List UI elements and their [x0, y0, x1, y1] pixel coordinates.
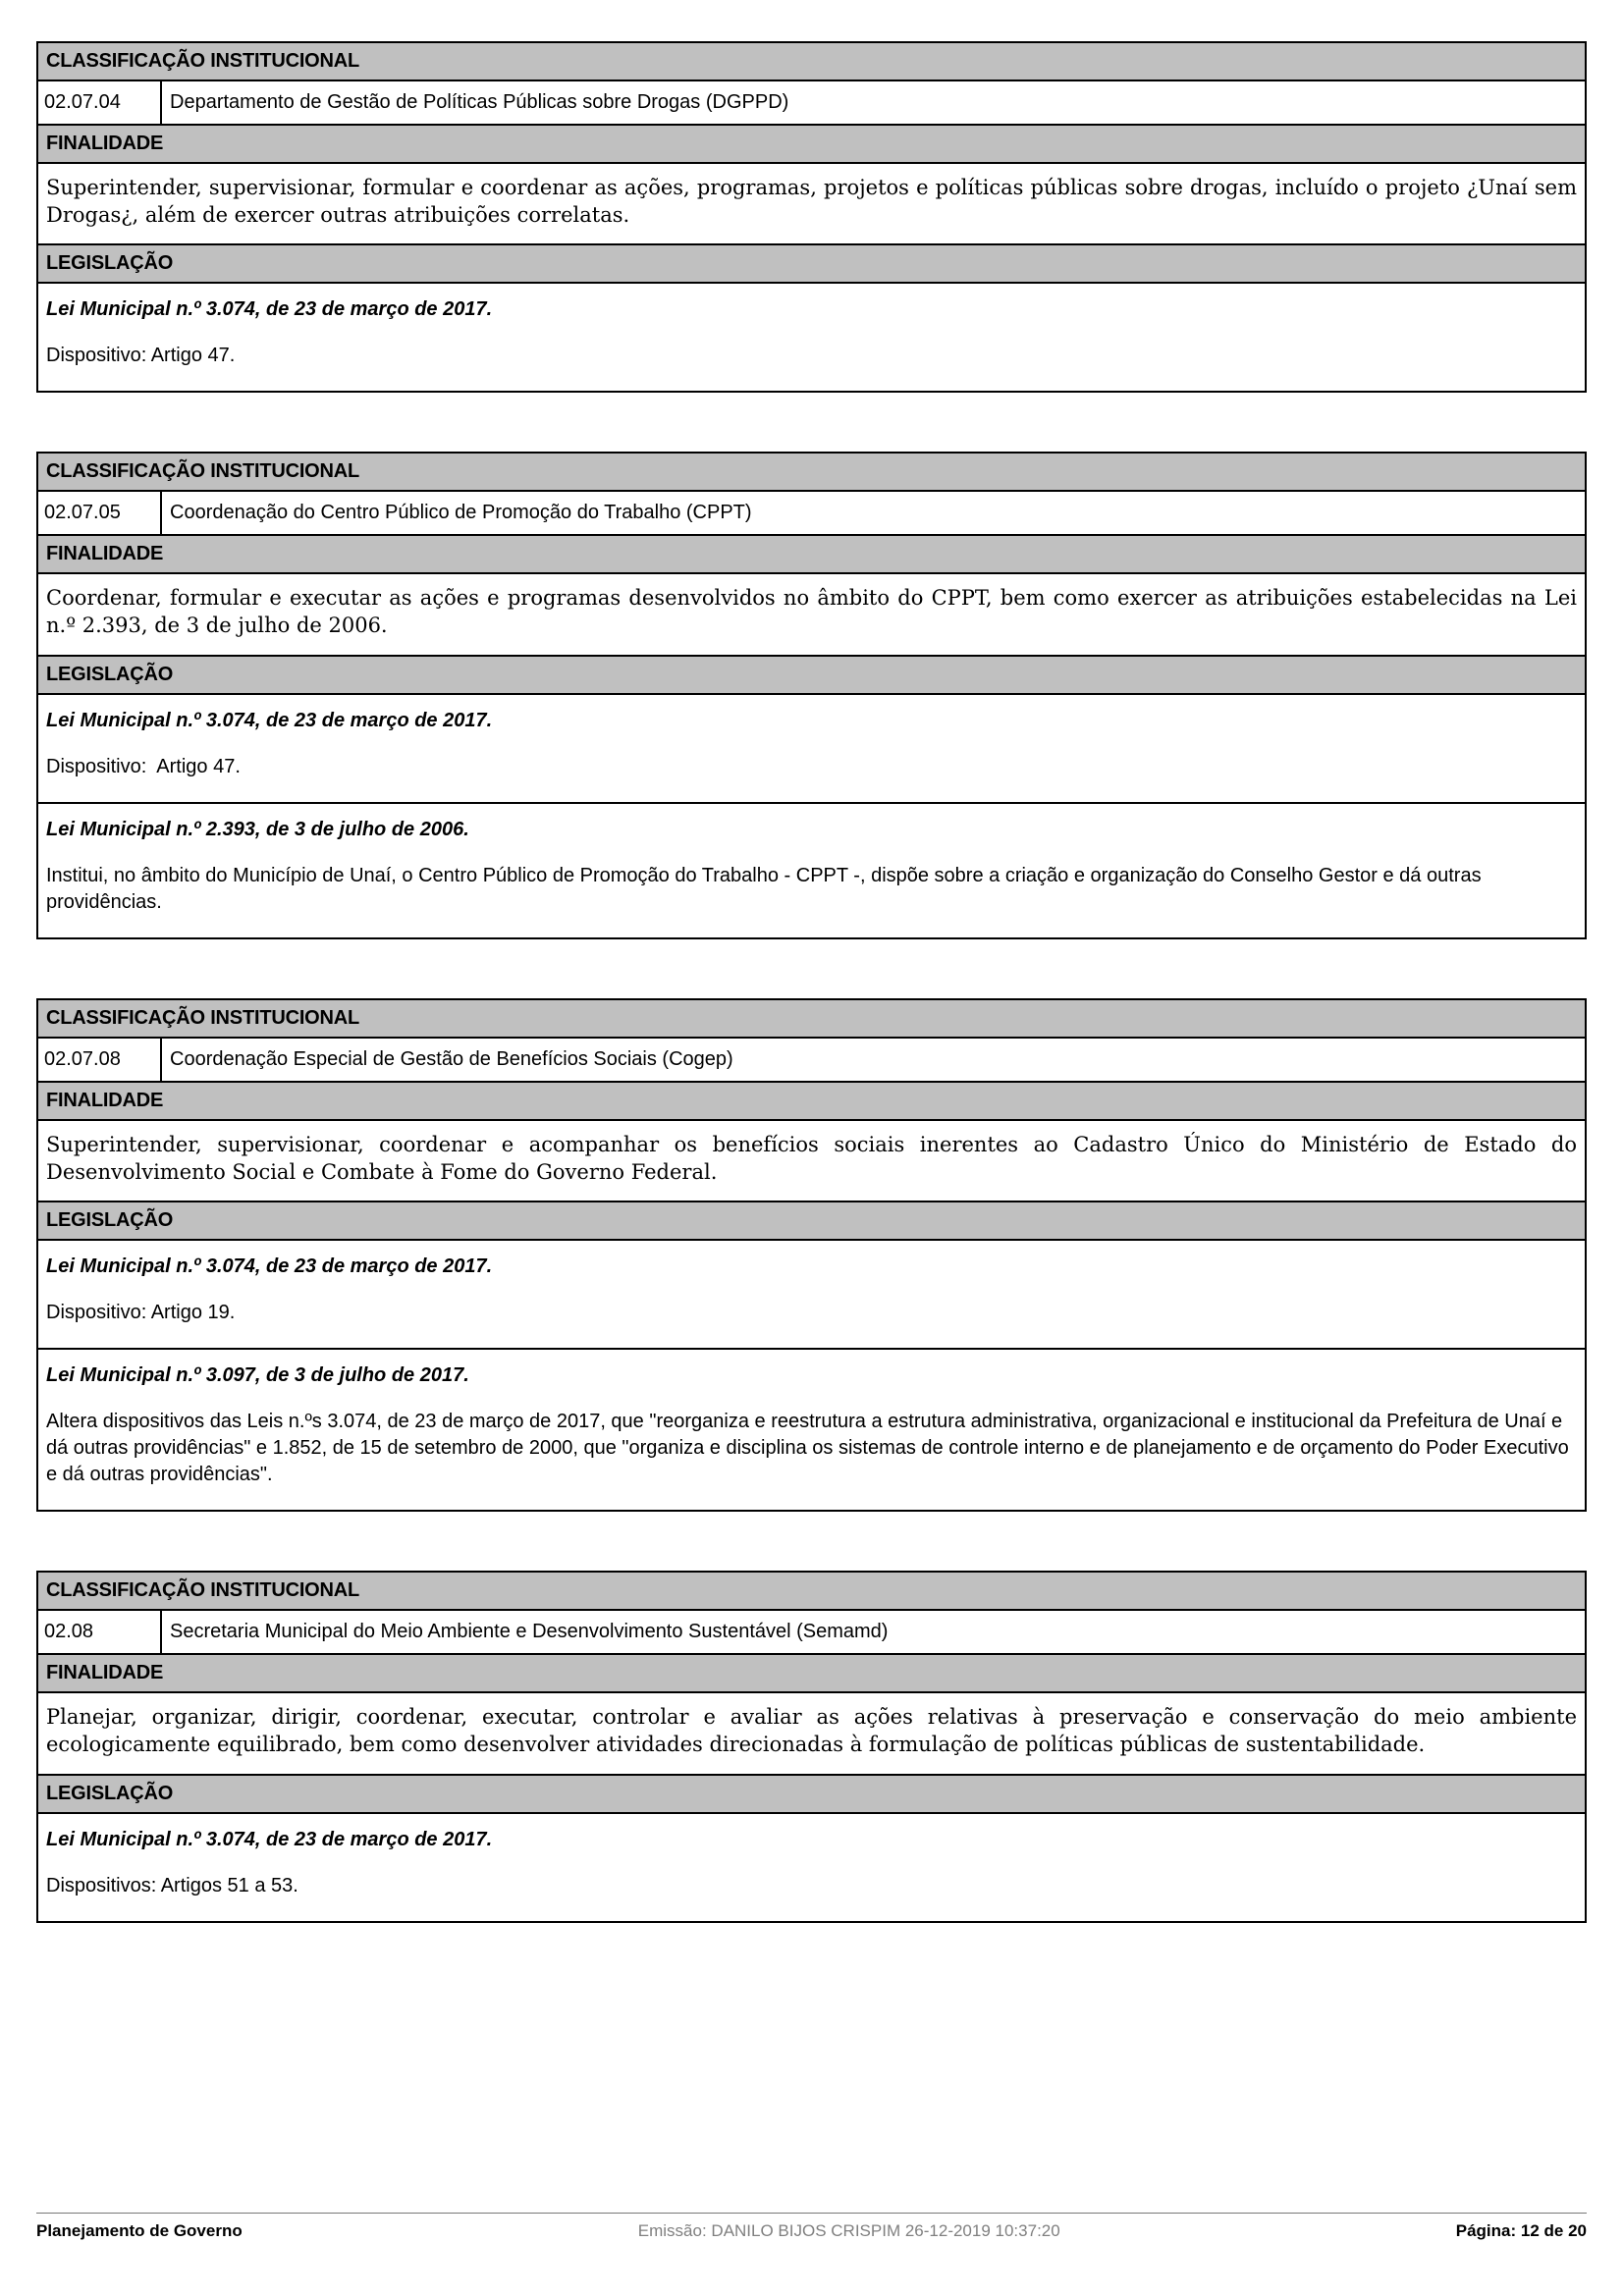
finalidade-header: FINALIDADE: [38, 536, 1585, 574]
classification-row: [38, 492, 1585, 536]
department-name: Departamento de Gestão de Políticas Públicas sobre Drogas (DGPPD): [170, 91, 789, 113]
classification-code: 02.07.04: [38, 81, 162, 124]
classification-row: [38, 1611, 1585, 1655]
law-body: Dispositivo: Artigo 19.: [46, 1302, 236, 1324]
footer-emission-info: Emissão: DANILO BIJOS CRISPIM 26-12-2019 10:37:20: [637, 2221, 1060, 2240]
law-title: Lei Municipal n.º 3.074, de 23 de março de 2017.: [46, 1255, 493, 1278]
law-body: Institui, no âmbito do Município de Unaí, o Centro Público de Promoção do Trabalho - CPPT -, dispõe sobre a criação e organização do Conselho Gestor e dá outras providências.: [46, 864, 1488, 913]
classification-code: 02.08: [38, 1611, 162, 1653]
law-entry: [38, 1348, 1585, 1510]
classification-row: [38, 1039, 1585, 1083]
department-name: Secretaria Municipal do Meio Ambiente e Desenvolvimento Sustentável (Semamd): [170, 1621, 889, 1643]
legislacao-header: LEGISLAÇÃO: [38, 657, 1585, 695]
legislacao-header: LEGISLAÇÃO: [38, 1776, 1585, 1814]
finalidade-header: FINALIDADE: [38, 1083, 1585, 1121]
laws-list: [38, 284, 1585, 391]
footer-page-number: Página: 12 de 20: [1455, 2221, 1587, 2240]
laws-list: [38, 1241, 1585, 1510]
footer-report-title: Planejamento de Governo: [36, 2221, 243, 2240]
finalidade-header: FINALIDADE: [38, 126, 1585, 164]
law-title: Lei Municipal n.º 3.097, de 3 de julho de 2017.: [46, 1364, 469, 1387]
classificacao-header: CLASSIFICAÇÃO INSTITUCIONAL: [38, 43, 1585, 81]
finalidade-text: Superintender, supervisionar, formular e coordenar as ações, programas, projetos e políticas públicas sobre drogas, incluído o projeto ¿Unaí sem Drogas¿, além de exercer outras atribuições correlatas.: [38, 164, 1585, 245]
department-name: Coordenação do Centro Público de Promoção do Trabalho (CPPT): [170, 502, 752, 524]
law-body: Dispositivos: Artigos 51 a 53.: [46, 1874, 298, 1896]
legislacao-header: LEGISLAÇÃO: [38, 245, 1585, 284]
institutional-block-1: [36, 41, 1587, 393]
law-title: Lei Municipal n.º 2.393, de 3 de julho de 2006.: [46, 818, 469, 840]
law-entry: [38, 1814, 1585, 1921]
law-title: Lei Municipal n.º 3.074, de 23 de março de 2017.: [46, 709, 493, 731]
law-title: Lei Municipal n.º 3.074, de 23 de março de 2017.: [46, 1828, 493, 1850]
finalidade-text: Planejar, organizar, dirigir, coordenar, executar, controlar e avaliar as ações relativas à preservação e conservação do meio ambiente ecologicamente equilibrado, bem como desenvolver atividades direcionadas à formulação de políticas públicas de sustentabilidade.: [38, 1693, 1585, 1775]
page-content: [36, 41, 1587, 1923]
classificacao-header: CLASSIFICAÇÃO INSTITUCIONAL: [38, 454, 1585, 492]
law-entry: [38, 284, 1585, 391]
laws-list: [38, 1814, 1585, 1921]
finalidade-text: Superintender, supervisionar, coordenar e acompanhar os benefícios sociais inerentes ao Cadastro Único do Ministério de Estado do Desenvolvimento Social e Combate à Fome do Governo Federal.: [38, 1121, 1585, 1202]
classification-code: 02.07.08: [38, 1039, 162, 1081]
law-entry: [38, 695, 1585, 802]
page-footer: [36, 2213, 1587, 2241]
classificacao-header: CLASSIFICAÇÃO INSTITUCIONAL: [38, 1573, 1585, 1611]
law-body: Dispositivo: Artigo 47.: [46, 345, 236, 367]
law-entry: [38, 802, 1585, 937]
institutional-block-3: [36, 998, 1587, 1512]
law-entry: [38, 1241, 1585, 1348]
laws-list: [38, 695, 1585, 937]
law-body: Altera dispositivos das Leis n.ºs 3.074, de 23 de março de 2017, que "reorganiza e reestrutura a estrutura administrativa, organizacional e institucional da Prefeitura de Unaí e dá outras providências" e 1.852, de 15 de setembro de 2000, que "organiza e disciplina os sistemas de controle interno e de planejamento e de orçamento do Poder Executivo e dá outras providências".: [46, 1411, 1575, 1486]
finalidade-text: Coordenar, formular e executar as ações e programas desenvolvidos no âmbito do CPPT, bem como exercer as atribuições estabelecidas na Lei n.º 2.393, de 3 de julho de 2006.: [38, 574, 1585, 656]
classificacao-header: CLASSIFICAÇÃO INSTITUCIONAL: [38, 1000, 1585, 1039]
finalidade-header: FINALIDADE: [38, 1655, 1585, 1693]
institutional-block-4: [36, 1571, 1587, 1922]
law-title: Lei Municipal n.º 3.074, de 23 de março de 2017.: [46, 298, 493, 321]
law-body: Dispositivo: Artigo 47.: [46, 755, 241, 777]
classification-code: 02.07.05: [38, 492, 162, 534]
department-name: Coordenação Especial de Gestão de Benefícios Sociais (Cogep): [170, 1047, 733, 1070]
legislacao-header: LEGISLAÇÃO: [38, 1202, 1585, 1241]
classification-row: [38, 81, 1585, 126]
institutional-block-2: [36, 452, 1587, 938]
